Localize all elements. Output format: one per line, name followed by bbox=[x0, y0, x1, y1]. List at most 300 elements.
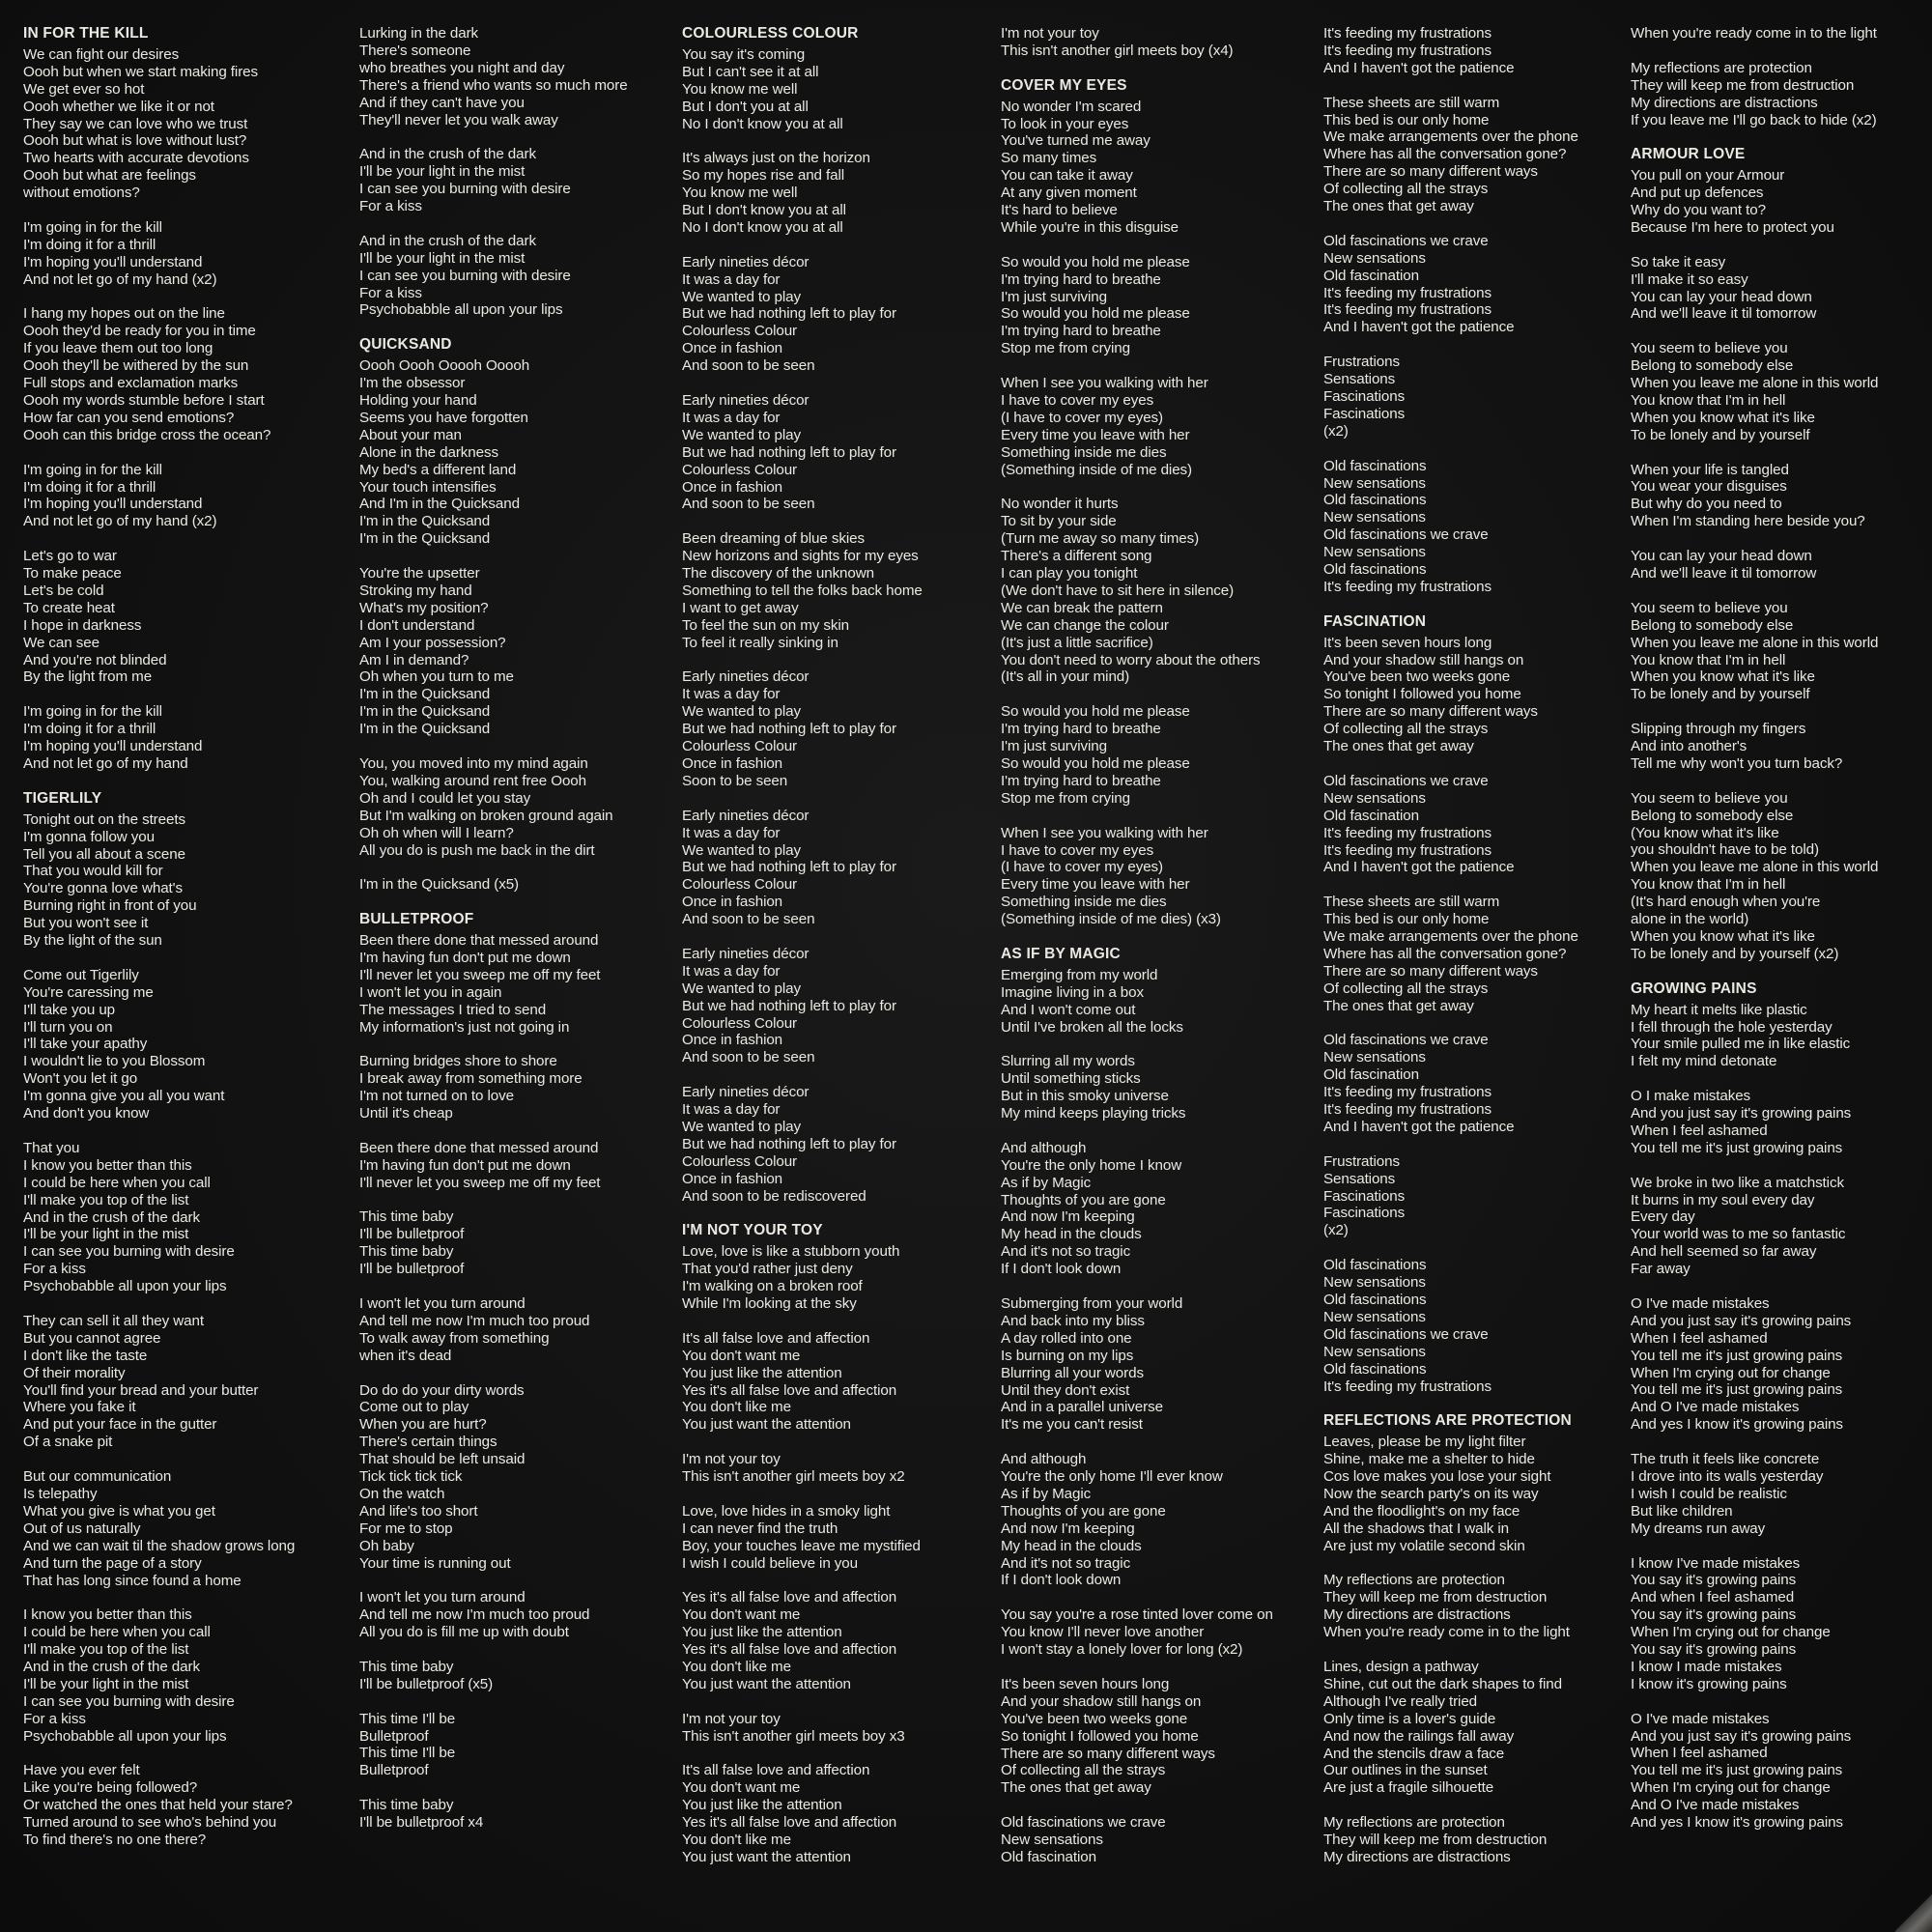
lyric-line: I can see you burning with desire bbox=[359, 181, 571, 198]
lyric-line: Why do you want to? bbox=[1631, 202, 1766, 219]
lyric-line: You know that I'm in hell bbox=[1631, 391, 1786, 409]
lyric-line: You know that I'm in hell bbox=[1631, 651, 1786, 668]
song-block bbox=[1323, 1412, 1637, 1866]
lyric-line: Of their morality bbox=[23, 1364, 126, 1381]
lyric-line: Every time you leave with her bbox=[1001, 426, 1190, 443]
stanza bbox=[1001, 25, 1315, 60]
lyric-line: Early nineties décor bbox=[682, 807, 810, 824]
lyric-line: I could be here when you call bbox=[23, 1624, 211, 1641]
lyric-line: But we had nothing left to play for bbox=[682, 859, 896, 876]
lyric-line: Yes it's all false love and affection bbox=[682, 1641, 897, 1659]
lyric-line: Colourless Colour bbox=[682, 323, 798, 340]
lyric-line: You've been two weeks gone bbox=[1001, 1710, 1188, 1727]
lyric-line: So would you hold me please bbox=[1001, 703, 1190, 721]
lyric-line: You say it's growing pains bbox=[1631, 1641, 1797, 1659]
lyric-line: And tell me now I'm much too proud bbox=[359, 1312, 590, 1329]
lyric-line: Or watched the ones that held your stare? bbox=[23, 1797, 293, 1814]
lyric-line: And don't you know bbox=[23, 1105, 150, 1122]
lyric-line: But we had nothing left to play for bbox=[682, 997, 896, 1014]
lyric-line: New sensations bbox=[1323, 544, 1426, 561]
lyric-line: And it's not so tragic bbox=[1001, 1554, 1131, 1572]
lyric-line: You say it's coming bbox=[682, 45, 806, 63]
lyric-line: You tell me it's just growing pains bbox=[1631, 1762, 1843, 1779]
lyric-line: But I'm walking on broken ground again bbox=[359, 807, 613, 824]
lyric-line: I'm not your toy bbox=[1001, 25, 1099, 42]
lyric-line: Oooh but what are feelings bbox=[23, 167, 196, 185]
lyric-line: We can change the colour bbox=[1001, 616, 1169, 634]
stanza bbox=[1001, 1606, 1315, 1659]
lyric-line: Something to tell the folks back home bbox=[682, 582, 923, 599]
lyric-line: Stop me from crying bbox=[1001, 789, 1130, 807]
lyric-line: I won't stay a lonely lover for long (x2) bbox=[1001, 1641, 1243, 1659]
song-block bbox=[682, 25, 996, 1206]
stanza bbox=[359, 876, 673, 894]
lyric-line: You, walking around rent free Oooh bbox=[359, 772, 586, 789]
lyric-line: And now I'm keeping bbox=[1001, 1520, 1135, 1537]
song-title: COVER MY EYES bbox=[1001, 76, 1127, 94]
stanza bbox=[1631, 254, 1932, 324]
stanza bbox=[1323, 1434, 1637, 1554]
song-title: REFLECTIONS ARE PROTECTION bbox=[1323, 1412, 1572, 1430]
lyric-line: I wouldn't lie to you Blossom bbox=[23, 1053, 206, 1070]
lyric-line: Oooh Oooh Ooooh Ooooh bbox=[359, 357, 530, 375]
lyric-line: That you would kill for bbox=[23, 863, 163, 880]
lyric-line: We can fight our desires bbox=[23, 45, 180, 63]
lyric-line: Fascinations bbox=[1323, 1205, 1406, 1222]
lyric-line: I can see you burning with desire bbox=[359, 267, 571, 284]
lyric-line: Belong to somebody else bbox=[1631, 357, 1794, 375]
lyric-line: Yes it's all false love and affection bbox=[682, 1814, 897, 1832]
lyric-line: I break away from something more bbox=[359, 1070, 582, 1088]
lyric-line: They can sell it all they want bbox=[23, 1312, 204, 1329]
lyric-line: It's all false love and affection bbox=[682, 1762, 870, 1779]
lyrics-column bbox=[359, 25, 673, 1832]
lyric-line: By the light from me bbox=[23, 668, 153, 686]
lyric-line: Oooh can this bridge cross the ocean? bbox=[23, 426, 271, 443]
lyric-line: Belong to somebody else bbox=[1631, 616, 1794, 634]
lyric-line: You seem to believe you bbox=[1631, 789, 1788, 807]
lyric-line: I'm going in for the kill bbox=[23, 218, 162, 236]
stanza bbox=[359, 1589, 673, 1641]
lyric-line: And I won't come out bbox=[1001, 1001, 1136, 1018]
stanza bbox=[23, 305, 337, 443]
lyric-line: These sheets are still warm bbox=[1323, 894, 1500, 911]
lyric-line: So would you hold me please bbox=[1001, 305, 1190, 323]
lyric-line: It's feeding my frustrations bbox=[1323, 1084, 1492, 1101]
lyric-line: Two hearts with accurate devotions bbox=[23, 150, 249, 167]
lyric-line: So many times bbox=[1001, 150, 1097, 167]
lyric-line: They say we can love who we trust bbox=[23, 115, 248, 132]
lyric-line: Oooh they'd be ready for you in time bbox=[23, 323, 256, 340]
lyric-line: Yes it's all false love and affection bbox=[682, 1381, 897, 1399]
lyric-line: To be lonely and by yourself (x2) bbox=[1631, 945, 1839, 962]
lyric-line: (x2) bbox=[1323, 1222, 1349, 1239]
lyric-line: Tell you all about a scene bbox=[23, 845, 185, 863]
lyric-line: You don't like me bbox=[682, 1832, 791, 1849]
lyric-line: My head in the clouds bbox=[1001, 1537, 1142, 1554]
lyric-line: You tell me it's just growing pains bbox=[1631, 1139, 1843, 1156]
lyric-line: Psychobabble all upon your lips bbox=[359, 301, 563, 319]
lyric-line: Fascinations bbox=[1323, 1187, 1406, 1205]
stanza bbox=[1323, 773, 1637, 876]
lyric-line: When I'm crying out for change bbox=[1631, 1779, 1831, 1797]
stanza bbox=[682, 668, 996, 789]
lyric-line: Emerging from my world bbox=[1001, 966, 1158, 983]
lyric-line: You don't want me bbox=[682, 1347, 801, 1364]
lyric-line: All you do is push me back in the dirt bbox=[359, 841, 595, 859]
lyric-line: I'm walking on a broken roof bbox=[682, 1278, 863, 1295]
lyric-line: Early nineties décor bbox=[682, 1084, 810, 1101]
lyric-line: But I don't know you at all bbox=[682, 202, 846, 219]
lyric-line: Lines, design a pathway bbox=[1323, 1658, 1479, 1675]
lyric-line: And in the crush of the dark bbox=[23, 1208, 200, 1226]
lyric-line: Alone in the darkness bbox=[359, 443, 498, 461]
lyric-line: When I feel ashamed bbox=[1631, 1745, 1768, 1762]
lyric-line: New sensations bbox=[1323, 1343, 1426, 1360]
lyric-line: You can lay your head down bbox=[1631, 288, 1812, 305]
lyric-line: Full stops and exclamation marks bbox=[23, 375, 239, 392]
lyric-line: Come out Tigerlily bbox=[23, 966, 139, 983]
song-block bbox=[1323, 25, 1637, 596]
lyric-line: If I don't look down bbox=[1001, 1572, 1122, 1589]
stanza bbox=[1631, 25, 1932, 43]
lyric-line: Been dreaming of blue skies bbox=[682, 530, 865, 548]
lyric-line: And not let go of my hand (x2) bbox=[23, 270, 217, 288]
lyric-line: And not let go of my hand (x2) bbox=[23, 513, 217, 530]
lyric-line: I know it's growing pains bbox=[1631, 1675, 1787, 1692]
lyric-line: And back into my bliss bbox=[1001, 1312, 1145, 1329]
lyric-line: I'm trying hard to breathe bbox=[1001, 323, 1161, 340]
song-block bbox=[1001, 25, 1315, 60]
lyric-line: And now I'm keeping bbox=[1001, 1208, 1135, 1226]
lyric-line: Thoughts of you are gone bbox=[1001, 1502, 1166, 1520]
lyric-line: This time I'll be bbox=[359, 1745, 456, 1762]
lyric-line: without emotions? bbox=[23, 185, 140, 202]
lyric-line: Like you're being followed? bbox=[23, 1779, 198, 1797]
lyric-line: They'll never let you walk away bbox=[359, 111, 558, 128]
lyric-line: We wanted to play bbox=[682, 426, 801, 443]
lyric-line: But you cannot agree bbox=[23, 1329, 161, 1347]
stanza bbox=[359, 233, 673, 320]
lyric-line: The ones that get away bbox=[1323, 738, 1474, 755]
lyric-line: I felt my mind detonate bbox=[1631, 1053, 1777, 1070]
lyric-line: New sensations bbox=[1323, 249, 1426, 267]
lyric-line: I know you better than this bbox=[23, 1156, 192, 1174]
lyric-line: Oh and I could let you stay bbox=[359, 789, 531, 807]
lyric-line: And hell seemed so far away bbox=[1631, 1243, 1817, 1261]
stanza bbox=[359, 1208, 673, 1278]
lyric-line: Love, love hides in a smoky light bbox=[682, 1502, 891, 1520]
lyric-line: There are so many different ways bbox=[1323, 962, 1538, 980]
lyric-line: When you're ready come in to the light bbox=[1323, 1624, 1570, 1641]
lyric-line: And you just say it's growing pains bbox=[1631, 1105, 1852, 1122]
stanza bbox=[1631, 1555, 1932, 1693]
lyric-line: But we had nothing left to play for bbox=[682, 443, 896, 461]
lyric-line: Seems you have forgotten bbox=[359, 409, 528, 426]
lyric-line: So my hopes rise and fall bbox=[682, 167, 845, 185]
lyric-line: My mind keeps playing tricks bbox=[1001, 1105, 1186, 1122]
lyric-line: You, you moved into my mind again bbox=[359, 754, 588, 772]
lyric-line: When I feel ashamed bbox=[1631, 1329, 1768, 1347]
lyric-line: But our communication bbox=[23, 1468, 172, 1486]
lyric-line: On the watch bbox=[359, 1485, 445, 1502]
lyrics-column bbox=[23, 25, 337, 1849]
lyric-line: You're the upsetter bbox=[359, 565, 480, 582]
lyric-line: It's me you can't resist bbox=[1001, 1416, 1143, 1434]
lyric-line: Slurring all my words bbox=[1001, 1053, 1135, 1070]
lyric-line: This time baby bbox=[359, 1658, 454, 1675]
lyric-line: Been there done that messed around bbox=[359, 932, 599, 950]
lyric-line: Let's go to war bbox=[23, 548, 117, 565]
stanza bbox=[1631, 60, 1932, 129]
lyric-line: Frustrations bbox=[1323, 1152, 1400, 1170]
lyric-line: And I haven't got the patience bbox=[1323, 859, 1515, 876]
lyric-line: I know I've made mistakes bbox=[1631, 1554, 1801, 1572]
lyric-line: They will keep me from destruction bbox=[1631, 76, 1855, 94]
lyric-line: Of collecting all the strays bbox=[1001, 1762, 1166, 1779]
lyric-line: As if by Magic bbox=[1001, 1174, 1092, 1191]
lyric-line: I won't let you in again bbox=[359, 983, 502, 1001]
lyric-line: Yes it's all false love and affection bbox=[682, 1589, 897, 1606]
lyric-line: The ones that get away bbox=[1001, 1779, 1151, 1797]
song-block bbox=[1001, 77, 1315, 928]
stanza bbox=[1323, 1572, 1637, 1641]
song-block bbox=[359, 25, 673, 319]
lyric-line: Oooh whether we like it or not bbox=[23, 98, 214, 115]
lyric-line: But like children bbox=[1631, 1502, 1733, 1520]
lyric-line: O I've made mistakes bbox=[1631, 1710, 1770, 1727]
song-title: QUICKSAND bbox=[359, 336, 452, 354]
lyric-line: I can see you burning with desire bbox=[23, 1243, 235, 1261]
stanza bbox=[1631, 1711, 1932, 1832]
lyric-line: Been there done that messed around bbox=[359, 1139, 599, 1156]
stanza bbox=[682, 1589, 996, 1692]
lyric-line: I'll make you top of the list bbox=[23, 1191, 189, 1208]
stanza bbox=[682, 392, 996, 513]
lyric-line: New sensations bbox=[1323, 474, 1426, 492]
lyric-line: I drove into its walls yesterday bbox=[1631, 1468, 1824, 1485]
lyric-line: But we had nothing left to play for bbox=[682, 1135, 896, 1152]
lyric-line: You just like the attention bbox=[682, 1797, 842, 1814]
stanza bbox=[1001, 1676, 1315, 1797]
lyric-line: And in a parallel universe bbox=[1001, 1399, 1163, 1416]
stanza bbox=[682, 1711, 996, 1746]
lyric-line: I'm going in for the kill bbox=[23, 703, 162, 721]
lyric-line: Until something sticks bbox=[1001, 1070, 1141, 1088]
lyric-line: My reflections are protection bbox=[1631, 59, 1812, 76]
lyric-line: I could be here when you call bbox=[23, 1174, 211, 1191]
lyric-line: I'm trying hard to breathe bbox=[1001, 721, 1161, 738]
lyric-line: I know you better than this bbox=[23, 1606, 192, 1624]
lyric-line: You know that I'm in hell bbox=[1631, 876, 1786, 894]
lyric-line: It's feeding my frustrations bbox=[1323, 1101, 1492, 1119]
lyric-line: I'll never let you sweep me off my feet bbox=[359, 1174, 601, 1191]
lyric-line: There are so many different ways bbox=[1323, 163, 1538, 181]
lyric-line: Am I your possession? bbox=[359, 634, 506, 651]
stanza bbox=[1001, 254, 1315, 357]
lyric-line: Are just a fragile silhouette bbox=[1323, 1779, 1494, 1797]
lyric-line: This bed is our only home bbox=[1323, 111, 1490, 128]
lyric-line: Blurring all your words bbox=[1001, 1364, 1144, 1381]
lyric-line: Early nineties décor bbox=[682, 253, 810, 270]
lyric-line: Every day bbox=[1631, 1208, 1695, 1226]
song-title: AS IF BY MAGIC bbox=[1001, 945, 1121, 962]
stanza bbox=[1631, 340, 1932, 443]
lyric-line: Your time is running out bbox=[359, 1554, 511, 1572]
lyric-line: Is telepathy bbox=[23, 1485, 98, 1502]
lyric-line: For a kiss bbox=[23, 1710, 86, 1727]
lyric-line: I'm the obsessor bbox=[359, 375, 466, 392]
lyric-line: Colourless Colour bbox=[682, 738, 798, 755]
lyric-line: I'm hoping you'll understand bbox=[23, 253, 203, 270]
lyric-line: All the shadows that I walk in bbox=[1323, 1520, 1510, 1537]
lyric-line: Colourless Colour bbox=[682, 461, 798, 478]
lyric-line: Old fascination bbox=[1323, 267, 1419, 284]
lyric-line: I'm in the Quicksand bbox=[359, 721, 491, 738]
lyric-line: Oooh but what is love without lust? bbox=[23, 132, 247, 150]
lyric-line: You wear your disguises bbox=[1631, 478, 1787, 496]
lyric-line: Old fascination bbox=[1001, 1848, 1096, 1865]
lyric-line: And your shadow still hangs on bbox=[1001, 1692, 1202, 1710]
lyric-line: This bed is our only home bbox=[1323, 911, 1490, 928]
lyric-line: Belong to somebody else bbox=[1631, 807, 1794, 824]
lyric-line: Sensations bbox=[1323, 1170, 1396, 1187]
stanza bbox=[1323, 894, 1637, 1014]
stanza bbox=[1001, 825, 1315, 928]
lyric-line: And although bbox=[1001, 1139, 1087, 1156]
lyric-line: Until they don't exist bbox=[1001, 1381, 1130, 1399]
lyric-line: And soon to be rediscovered bbox=[682, 1187, 867, 1205]
lyric-line: Fascinations bbox=[1323, 405, 1406, 422]
lyric-line: Stroking my hand bbox=[359, 582, 472, 599]
lyric-line: I'm not your toy bbox=[682, 1451, 781, 1468]
lyric-line: It was a day for bbox=[682, 824, 781, 841]
lyric-line: I can play you tonight bbox=[1001, 565, 1138, 582]
lyric-line: We wanted to play bbox=[682, 288, 801, 305]
lyric-line: It's feeding my frustrations bbox=[1323, 284, 1492, 301]
lyric-line: Once in fashion bbox=[682, 340, 783, 357]
lyric-line: No I don't know you at all bbox=[682, 218, 843, 236]
lyric-line: So take it easy bbox=[1631, 253, 1726, 270]
lyric-line: You know me well bbox=[682, 80, 798, 98]
stanza bbox=[1001, 99, 1315, 237]
stanza bbox=[359, 1797, 673, 1832]
lyric-line: I hang my hopes out on the line bbox=[23, 305, 225, 323]
lyric-line: If you leave them out too long bbox=[23, 340, 213, 357]
lyric-line: When you leave me alone in this world bbox=[1631, 375, 1879, 392]
lyric-line: You've turned me away bbox=[1001, 132, 1151, 150]
lyric-line: You'll find your bread and your butter bbox=[23, 1381, 259, 1399]
lyric-line: Turned around to see who's behind you bbox=[23, 1814, 277, 1832]
lyric-line: And I haven't got the patience bbox=[1323, 319, 1515, 336]
lyric-line: Oh when you turn to me bbox=[359, 668, 514, 686]
lyric-line: You tell me it's just growing pains bbox=[1631, 1381, 1843, 1399]
lyric-line: Until it's cheap bbox=[359, 1105, 453, 1122]
lyric-line: I'll make it so easy bbox=[1631, 270, 1748, 288]
lyric-line: When you know what it's like bbox=[1631, 668, 1815, 686]
lyric-line: And your shadow still hangs on bbox=[1323, 651, 1524, 668]
lyric-line: To look in your eyes bbox=[1001, 115, 1129, 132]
lyric-line: It was a day for bbox=[682, 686, 781, 703]
song-block bbox=[682, 1222, 996, 1865]
lyric-line: Old fascinations bbox=[1323, 1360, 1427, 1378]
stanza bbox=[1323, 354, 1637, 440]
lyric-line: But we had nothing left to play for bbox=[682, 305, 896, 323]
stanza bbox=[682, 254, 996, 375]
lyric-line: Leaves, please be my light filter bbox=[1323, 1434, 1526, 1451]
lyrics-column bbox=[1001, 25, 1315, 1866]
lyric-line: It was a day for bbox=[682, 1101, 781, 1119]
stanza bbox=[1001, 1295, 1315, 1434]
lyric-line: And O I've made mistakes bbox=[1631, 1399, 1800, 1416]
lyric-line: (Something inside of me dies) bbox=[1001, 461, 1193, 478]
lyric-line: They will keep me from destruction bbox=[1323, 1589, 1548, 1606]
lyric-line: Colourless Colour bbox=[682, 1014, 798, 1032]
lyric-line: By the light of the sun bbox=[23, 932, 162, 950]
lyric-line: Frustrations bbox=[1323, 354, 1400, 371]
lyric-line: (It's just a little sacrifice) bbox=[1001, 634, 1153, 651]
lyric-line: Old fascinations we crave bbox=[1323, 526, 1489, 544]
lyric-line: To feel the sun on my skin bbox=[682, 616, 849, 634]
stanza bbox=[682, 150, 996, 237]
song-title: TIGERLILY bbox=[23, 789, 102, 807]
lyric-line: I'll be your light in the mist bbox=[359, 249, 526, 267]
lyric-line: You seem to believe you bbox=[1631, 340, 1788, 357]
lyric-line: My directions are distractions bbox=[1323, 1848, 1511, 1865]
lyric-line: And we can wait til the shadow grows long bbox=[23, 1537, 296, 1554]
lyric-line: O I make mistakes bbox=[1631, 1088, 1751, 1105]
lyric-line: New sensations bbox=[1323, 1049, 1426, 1066]
lyric-line: When I'm crying out for change bbox=[1631, 1364, 1831, 1381]
lyric-line: My directions are distractions bbox=[1631, 94, 1818, 111]
stanza bbox=[359, 1140, 673, 1192]
lyric-line: I'm in the Quicksand bbox=[359, 513, 491, 530]
lyric-line: And we'll leave it til tomorrow bbox=[1631, 305, 1817, 323]
lyric-line: But why do you need to bbox=[1631, 496, 1782, 513]
lyric-line: Colourless Colour bbox=[682, 1152, 798, 1170]
stanza bbox=[1631, 462, 1932, 531]
stanza bbox=[23, 703, 337, 773]
lyric-line: And in the crush of the dark bbox=[359, 146, 536, 163]
lyric-line: To create heat bbox=[23, 599, 115, 616]
lyric-line: We can see bbox=[23, 634, 99, 651]
lyric-line: For me to stop bbox=[359, 1520, 453, 1537]
lyric-line: And if they can't have you bbox=[359, 94, 525, 111]
lyric-line: I'm going in for the kill bbox=[23, 461, 162, 478]
lyric-line: (I have to cover my eyes) bbox=[1001, 409, 1163, 426]
lyric-line: You can take it away bbox=[1001, 167, 1133, 185]
stanza bbox=[23, 46, 337, 202]
lyric-line: I won't let you turn around bbox=[359, 1294, 526, 1312]
lyric-line: So would you hold me please bbox=[1001, 253, 1190, 270]
lyric-line: That you'd rather just deny bbox=[682, 1261, 853, 1278]
lyric-line: And soon to be seen bbox=[682, 1049, 815, 1066]
lyric-line: You just want the attention bbox=[682, 1675, 851, 1692]
stanza bbox=[23, 1762, 337, 1849]
lyric-line: (Something inside of me dies) (x3) bbox=[1001, 911, 1221, 928]
lyric-line: Come out to play bbox=[359, 1399, 469, 1416]
lyric-line: You know I'll never love another bbox=[1001, 1624, 1205, 1641]
lyric-line: And life's too short bbox=[359, 1502, 478, 1520]
lyric-line: Old fascinations we crave bbox=[1323, 772, 1489, 789]
lyrics-column bbox=[1631, 25, 1932, 1832]
song-block bbox=[1001, 946, 1315, 1866]
lyric-line: It's feeding my frustrations bbox=[1323, 25, 1492, 42]
lyric-line: Early nineties décor bbox=[682, 945, 810, 962]
stanza bbox=[1323, 1814, 1637, 1866]
lyric-line: Once in fashion bbox=[682, 894, 783, 911]
stanza bbox=[23, 548, 337, 686]
